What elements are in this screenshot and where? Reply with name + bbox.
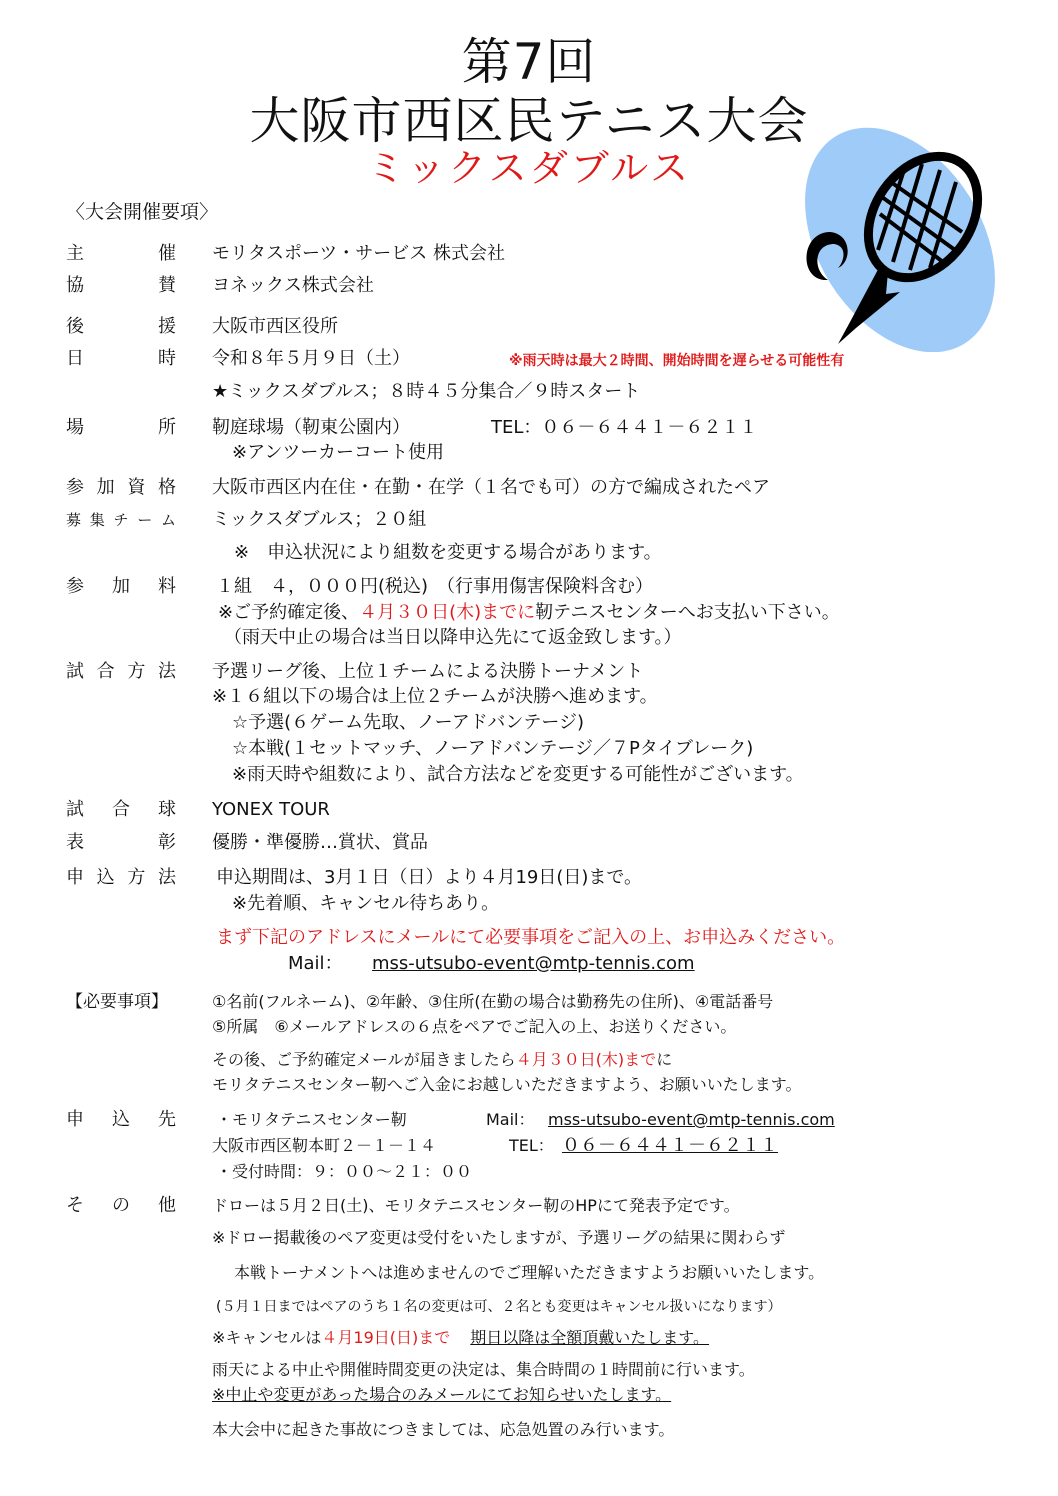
label-char: 参	[66, 477, 84, 498]
fee-value: １組 ４，０００円(税込) （行事用傷害保険料含む）	[216, 576, 654, 597]
section-heading: 〈大会開催要項〉	[66, 201, 219, 223]
label-char: 場	[66, 417, 84, 438]
required-label: 【必要事項】	[66, 992, 168, 1012]
eligibility-label	[66, 476, 176, 500]
cancel-suffix: 期日以降は全額頂戴いたします。	[470, 1328, 710, 1347]
cancel-prefix: ※キャンセルは	[212, 1328, 322, 1347]
label-char: 込	[96, 867, 115, 888]
required-line: ⑤所属 ⑥メールアドレスの６点をペアでご記入の上、お送りください。	[212, 1017, 737, 1036]
confirm-prefix: その後、ご予約確定メールが届きましたら	[212, 1050, 516, 1069]
label-char: 球	[158, 799, 176, 820]
organizer-label	[66, 242, 176, 266]
accident-note: 本大会中に起きた事故につきましては、応急処置のみ行います。	[212, 1420, 675, 1439]
event-number-title: 第7回	[461, 33, 597, 91]
mail-label: Mail：	[288, 953, 343, 974]
contact-label	[66, 1108, 176, 1132]
format-line: ※１６組以下の場合は上位２チームが決勝へ進めます。	[212, 686, 658, 707]
rain-delay-note: ※雨天時は最大２時間、開始時間を遅らせる可能性有	[509, 353, 845, 369]
cancel-note	[212, 1326, 709, 1350]
label-char: 合	[112, 799, 130, 820]
court-note: ※アンツーカーコート使用	[232, 442, 445, 463]
label-char: ー	[137, 511, 153, 529]
support-label	[66, 315, 176, 339]
pair-change-note: ※ドロー掲載後のペア変更は受付をいたしますが、予選リーグの結果に関わらず	[212, 1228, 786, 1247]
contact-mail-label: Mail：	[486, 1110, 535, 1129]
format-line: ☆本戦(１セットマッチ、ノーアドバンテージ／７Pタイブレーク)	[232, 738, 754, 759]
apply-instruction: まず下記のアドレスにメールにて必要事項をご記入の上、お申込みください。	[216, 927, 846, 948]
event-subtitle: ミックスダブルス	[366, 146, 692, 190]
format-line: 予選リーグ後、上位１チームによる決勝トーナメント	[212, 661, 644, 682]
pair-change-note: 本戦トーナメントへは進めませんのでご理解いただきますようお願いいたします。	[234, 1263, 825, 1282]
label-char: 方	[127, 661, 146, 682]
contact-address: 大阪市西区靭本町２－１－１４	[212, 1136, 437, 1155]
label-char: 加	[112, 576, 130, 597]
label-char: ム	[160, 511, 176, 529]
venue-label	[66, 416, 176, 440]
pair-change-note: (５月１日まではペアのうち１名の変更は可、２名とも変更はキャンセル扱いになります）	[216, 1299, 782, 1315]
confirm-deadline: ４月３０日(木)まで	[515, 1050, 657, 1069]
contact-tel-label: TEL：	[509, 1136, 554, 1155]
draw-note: ドローは５月２日(土)、モリタテニスセンター靭のHPにて発表予定です。	[212, 1196, 740, 1215]
contact-hours: ・受付時間：９：００～２１：００	[216, 1162, 473, 1181]
payment-suffix: 靭テニスセンターへお支払い下さい。	[535, 602, 840, 623]
rain-mail-note: ※中止や変更があった場合のみメールにてお知らせいたします。	[212, 1385, 672, 1404]
format-label	[66, 660, 176, 684]
label-char: 他	[158, 1195, 176, 1216]
label-char: 催	[158, 243, 176, 264]
teams-note: ※ 申込状況により組数を変更する場合があります。	[234, 542, 662, 563]
label-char: 資	[127, 477, 146, 498]
eligibility-value: 大阪市西区内在住・在勤・在学（１名でも可）の方で編成されたペア	[212, 477, 770, 498]
label-char: 格	[157, 477, 176, 498]
ball-value: YONEX TOUR	[212, 799, 330, 820]
label-char: 所	[158, 417, 176, 438]
label-char: 申	[66, 1109, 84, 1130]
required-line: ①名前(フルネーム)、②年齢、③住所(在勤の場合は勤務先の住所)、④電話番号	[212, 992, 774, 1011]
sponsor-label	[66, 274, 176, 298]
refund-note: （雨天中止の場合は当日以降申込先にて返金致します。）	[224, 627, 682, 648]
label-char: 賛	[158, 275, 176, 296]
organizer-value: モリタスポーツ・サービス 株式会社	[212, 243, 505, 264]
event-title: 大阪市西区民テニス大会	[249, 92, 809, 150]
format-line: ☆予選(６ゲーム先取、ノーアドバンテージ)	[232, 712, 585, 733]
payment-prefix: ※ご予約確定後、	[218, 602, 360, 623]
label-char: 時	[158, 348, 176, 369]
venue-value: 靭庭球場（靭東公園内）	[212, 417, 410, 438]
payment-deadline: ４月３０日(木)までに	[359, 602, 536, 623]
label-char: 援	[158, 316, 176, 337]
label-char: 集	[89, 511, 105, 529]
format-line: ※雨天時や組数により、試合方法などを変更する可能性がございます。	[232, 764, 804, 785]
contact-center: ・モリタテニスセンター靭	[216, 1110, 407, 1129]
label-char: 合	[96, 661, 115, 682]
fee-payment-note	[218, 601, 840, 625]
teams-value: ミックスダブルス；２０組	[212, 509, 427, 530]
datetime-label	[66, 347, 176, 371]
label-char: 方	[127, 867, 146, 888]
teams-label	[66, 508, 176, 532]
apply-method-label	[66, 866, 176, 890]
fee-label	[66, 575, 176, 599]
ball-label	[66, 798, 176, 822]
apply-email-link[interactable]: mss-utsubo-event@mtp-tennis.com	[372, 953, 695, 974]
required-line	[212, 1048, 672, 1072]
label-char: 加	[96, 477, 115, 498]
sponsor-value: ヨネックス株式会社	[212, 275, 374, 296]
label-char: 後	[66, 316, 84, 337]
required-line: モリタテニスセンター靭へご入金にお越しいただきますよう、お願いいたします。	[212, 1075, 802, 1094]
label-char: 主	[66, 243, 84, 264]
apply-period: 申込期間は、3月１日（日）より４月19日(日)まで。	[216, 867, 643, 888]
label-char: 込	[112, 1109, 130, 1130]
venue-tel: TEL：０６－６４４１－６２１１	[491, 417, 758, 438]
label-char: 先	[158, 1109, 176, 1130]
other-label	[66, 1194, 176, 1218]
label-char: の	[112, 1195, 130, 1216]
label-char: 試	[66, 661, 84, 682]
label-char: チ	[113, 511, 129, 529]
support-value: 大阪市西区役所	[212, 316, 338, 337]
confirm-suffix: に	[656, 1050, 673, 1069]
contact-email-link[interactable]: mss-utsubo-event@mtp-tennis.com	[548, 1110, 835, 1129]
label-char: 料	[158, 576, 176, 597]
label-char: 協	[66, 275, 84, 296]
label-char: 試	[66, 799, 84, 820]
label-char: そ	[66, 1195, 84, 1216]
first-come-note: ※先着順、キャンセル待ちあり。	[232, 893, 500, 914]
label-char: 法	[157, 867, 176, 888]
contact-tel: ０６－６４４１－６２１１	[562, 1135, 778, 1156]
label-char: 彰	[158, 832, 176, 853]
label-char: 法	[157, 661, 176, 682]
schedule-value: ★ミックスダブルス；８時４５分集合／９時スタート	[212, 381, 641, 402]
label-char: 日	[66, 348, 84, 369]
label-char: 募	[66, 511, 82, 529]
label-char: 申	[66, 867, 84, 888]
tennis-racket-icon	[790, 122, 1010, 352]
rain-decision-note: 雨天による中止や開催時間変更の決定は、集合時間の１時間前に行います。	[212, 1360, 755, 1379]
label-char: 表	[66, 832, 84, 853]
awards-value: 優勝・準優勝…賞状、賞品	[212, 832, 428, 853]
datetime-value: 令和８年５月９日（土）	[212, 348, 410, 369]
awards-label	[66, 831, 176, 855]
label-char: 参	[66, 576, 84, 597]
cancel-deadline: ４月19日(日)まで	[321, 1328, 451, 1347]
